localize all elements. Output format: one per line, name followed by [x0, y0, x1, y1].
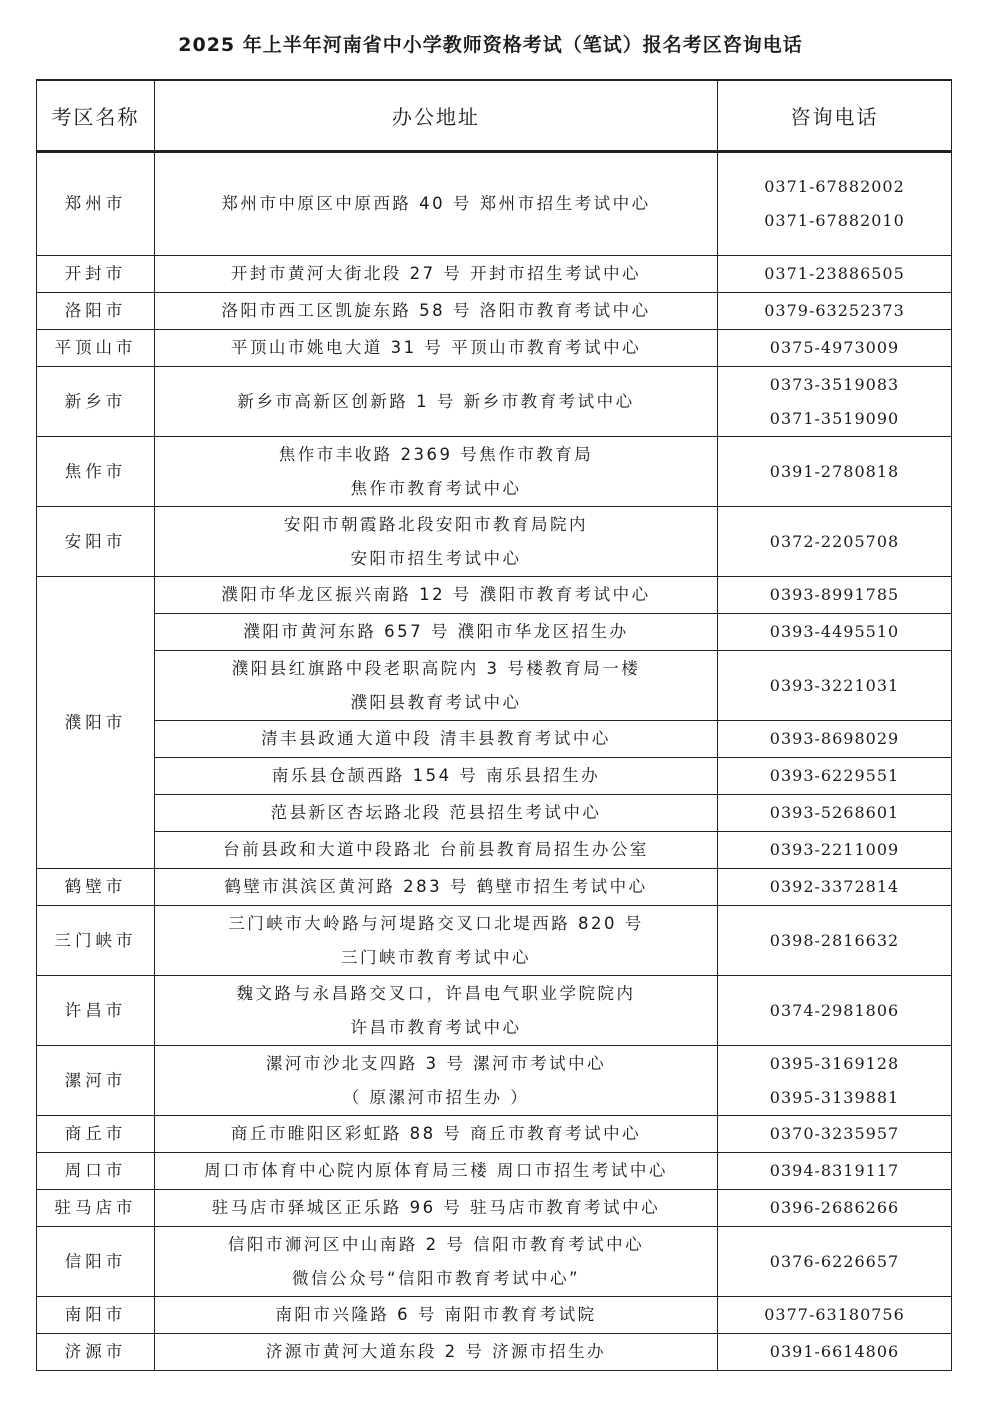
table-row	[37, 721, 952, 758]
office-address	[155, 795, 718, 832]
phone-numbers	[718, 1227, 952, 1297]
table-row	[37, 1153, 952, 1190]
phone-numbers	[718, 577, 952, 614]
phone-number: 0376-6226657	[769, 1251, 900, 1271]
address-line: 许昌市教育考试中心	[350, 1017, 522, 1037]
office-address	[155, 832, 718, 869]
district-name: 安阳市	[37, 507, 155, 577]
address-line: 商丘市睢阳区彩虹路 88 号 商丘市教育考试中心	[230, 1124, 642, 1143]
page-title: 2025 年上半年河南省中小学教师资格考试（笔试）报名考区咨询电话	[178, 34, 803, 56]
phone-numbers	[718, 152, 952, 256]
district-name: 焦作市	[37, 437, 155, 507]
office-address	[155, 1190, 718, 1227]
table-row	[37, 293, 952, 330]
phone-numbers	[718, 758, 952, 795]
phone-number: 0377-63180756	[764, 1305, 905, 1324]
phone-numbers	[718, 651, 952, 721]
district-name: 濮阳市	[37, 577, 155, 869]
address-line: 台前县政和大道中段路北 台前县教育局招生办公室	[223, 840, 649, 859]
table-row	[37, 906, 952, 976]
phone-number: 0393-5268601	[769, 803, 900, 822]
table-row	[37, 651, 952, 721]
office-address	[155, 869, 718, 906]
phone-numbers	[718, 1334, 952, 1371]
district-name: 郑州市	[37, 152, 155, 256]
table-row	[37, 1297, 952, 1334]
phone-numbers	[718, 367, 952, 437]
phone-number: 0392-3372814	[769, 877, 900, 896]
address-line: 周口市体育中心院内原体育局三楼 周口市招生考试中心	[204, 1161, 668, 1180]
address-line: 濮阳县教育考试中心	[350, 692, 522, 712]
phone-number: 0393-2211009	[769, 840, 900, 859]
district-name: 驻马店市	[37, 1190, 155, 1227]
phone-number: 0373-3519083	[769, 374, 900, 394]
phone-number: 0393-3221031	[769, 675, 900, 695]
header-phone: 咨询电话	[718, 80, 952, 152]
table-row	[37, 256, 952, 293]
address-line: 范县新区杏坛路北段 范县招生考试中心	[270, 803, 602, 822]
office-address	[155, 1334, 718, 1371]
table-row	[37, 869, 952, 906]
phone-number: 0393-6229551	[769, 766, 900, 785]
phone-number: 0396-2686266	[769, 1198, 900, 1217]
phone-number: 0371-67882010	[764, 211, 905, 230]
district-name: 三门峡市	[37, 906, 155, 976]
address-line: 魏文路与永昌路交叉口，许昌电气职业学院院内	[236, 983, 636, 1003]
table-row	[37, 976, 952, 1046]
phone-number: 0375-4973009	[769, 338, 900, 357]
address-line: 濮阳县红旗路中段老职高院内 3 号楼教育局一楼	[231, 658, 641, 678]
phone-number: 0379-63252373	[764, 301, 905, 320]
phone-number: 0394-8319117	[769, 1161, 900, 1180]
phone-numbers	[718, 1190, 952, 1227]
table-row	[37, 1334, 952, 1371]
office-address	[155, 1116, 718, 1153]
district-name: 信阳市	[37, 1227, 155, 1297]
table-row	[37, 507, 952, 577]
phone-number: 0374-2981806	[769, 1000, 900, 1020]
address-line: 洛阳市西工区凯旋东路 58 号 洛阳市教育考试中心	[221, 301, 651, 320]
address-line: （ 原漯河市招生办 ）	[342, 1087, 530, 1107]
address-line: 南阳市兴隆路 6 号 南阳市教育考试院	[275, 1305, 597, 1324]
phone-number: 0398-2816632	[769, 930, 900, 950]
office-address	[155, 614, 718, 651]
address-line: 微信公众号“信阳市教育考试中心”	[291, 1268, 581, 1288]
district-name: 新乡市	[37, 367, 155, 437]
table-row	[37, 758, 952, 795]
office-address	[155, 1227, 718, 1297]
office-address	[155, 367, 718, 437]
phone-numbers	[718, 614, 952, 651]
office-address	[155, 1297, 718, 1334]
table-row	[37, 1227, 952, 1297]
office-address	[155, 1046, 718, 1116]
phone-numbers	[718, 1153, 952, 1190]
office-address	[155, 721, 718, 758]
address-line: 三门峡市教育考试中心	[341, 947, 531, 967]
address-line: 济源市黄河大道东段 2 号 济源市招生办	[265, 1342, 607, 1361]
address-line: 鹤壁市淇滨区黄河路 283 号 鹤壁市招生考试中心	[224, 877, 648, 896]
district-name: 南阳市	[37, 1297, 155, 1334]
phone-numbers	[718, 906, 952, 976]
table-row	[37, 152, 952, 256]
address-line: 南乐县仓颉西路 154 号 南乐县招生办	[271, 766, 601, 785]
district-name: 商丘市	[37, 1116, 155, 1153]
phone-number: 0395-3169128	[769, 1053, 900, 1073]
office-address	[155, 577, 718, 614]
phone-numbers	[718, 832, 952, 869]
table-row	[37, 577, 952, 614]
district-name: 漯河市	[37, 1046, 155, 1116]
address-line: 新乡市高新区创新路 1 号 新乡市教育考试中心	[237, 391, 635, 411]
phone-numbers	[718, 1116, 952, 1153]
table-row	[37, 832, 952, 869]
address-line: 焦作市教育考试中心	[350, 478, 522, 498]
district-name: 周口市	[37, 1153, 155, 1190]
table-row	[37, 330, 952, 367]
phone-number: 0391-2780818	[769, 461, 900, 481]
table-row	[37, 1046, 952, 1116]
table-row	[37, 1116, 952, 1153]
table-row	[37, 795, 952, 832]
phone-numbers	[718, 293, 952, 330]
header-row	[37, 80, 952, 152]
phone-numbers	[718, 256, 952, 293]
phone-numbers	[718, 437, 952, 507]
phone-numbers	[718, 330, 952, 367]
address-line: 信阳市浉河区中山南路 2 号 信阳市教育考试中心	[227, 1234, 645, 1254]
address-line: 安阳市朝霞路北段安阳市教育局院内	[284, 514, 588, 534]
address-line: 濮阳市黄河东路 657 号 濮阳市华龙区招生办	[243, 622, 629, 641]
office-address	[155, 1153, 718, 1190]
address-line: 开封市黄河大街北段 27 号 开封市招生考试中心	[230, 264, 642, 283]
address-line: 驻马店市驿城区正乐路 96 号 驻马店市教育考试中心	[211, 1198, 661, 1217]
district-name: 鹤壁市	[37, 869, 155, 906]
phone-number: 0371-3519090	[769, 408, 900, 428]
phone-number: 0371-23886505	[764, 264, 905, 283]
phone-number: 0393-8698029	[769, 729, 900, 748]
table-row	[37, 437, 952, 507]
phone-number: 0370-3235957	[769, 1124, 900, 1143]
phone-numbers	[718, 869, 952, 906]
district-name: 洛阳市	[37, 293, 155, 330]
office-address	[155, 758, 718, 795]
office-address	[155, 906, 718, 976]
address-line: 濮阳市华龙区振兴南路 12 号 濮阳市教育考试中心	[221, 585, 651, 604]
phone-numbers	[718, 795, 952, 832]
district-name: 许昌市	[37, 976, 155, 1046]
phone-numbers	[718, 1046, 952, 1116]
office-address	[155, 293, 718, 330]
office-address	[155, 256, 718, 293]
phone-number: 0372-2205708	[769, 531, 900, 551]
phone-numbers	[718, 721, 952, 758]
phone-numbers	[718, 507, 952, 577]
district-name: 济源市	[37, 1334, 155, 1371]
phone-numbers	[718, 976, 952, 1046]
office-address	[155, 507, 718, 577]
table-row	[37, 1190, 952, 1227]
district-name: 开封市	[37, 256, 155, 293]
office-address	[155, 976, 718, 1046]
office-address	[155, 152, 718, 256]
contact-table	[36, 79, 952, 1371]
header-district: 考区名称	[37, 80, 155, 152]
phone-number: 0393-4495510	[769, 622, 900, 641]
phone-number: 0395-3139881	[769, 1087, 900, 1107]
table-row	[37, 367, 952, 437]
address-line: 郑州市中原区中原西路 40 号 郑州市招生考试中心	[221, 194, 651, 213]
table-body	[37, 152, 952, 1371]
header-address: 办公地址	[155, 80, 718, 152]
address-line: 三门峡市大岭路与河堤路交叉口北堤西路 820 号	[228, 913, 644, 933]
table-row	[37, 614, 952, 651]
address-line: 平顶山市姚电大道 31 号 平顶山市教育考试中心	[230, 338, 642, 357]
office-address	[155, 651, 718, 721]
office-address	[155, 330, 718, 367]
address-line: 焦作市丰收路 2369 号焦作市教育局	[278, 444, 594, 464]
district-name: 平顶山市	[37, 330, 155, 367]
phone-number: 0391-6614806	[769, 1342, 900, 1361]
address-line: 清丰县政通大道中段 清丰县教育考试中心	[261, 729, 611, 748]
office-address	[155, 437, 718, 507]
phone-number: 0393-8991785	[769, 585, 900, 604]
address-line: 安阳市招生考试中心	[350, 548, 522, 568]
address-line: 漯河市沙北支四路 3 号 漯河市考试中心	[265, 1053, 607, 1073]
phone-number: 0371-67882002	[764, 177, 905, 196]
phone-numbers	[718, 1297, 952, 1334]
